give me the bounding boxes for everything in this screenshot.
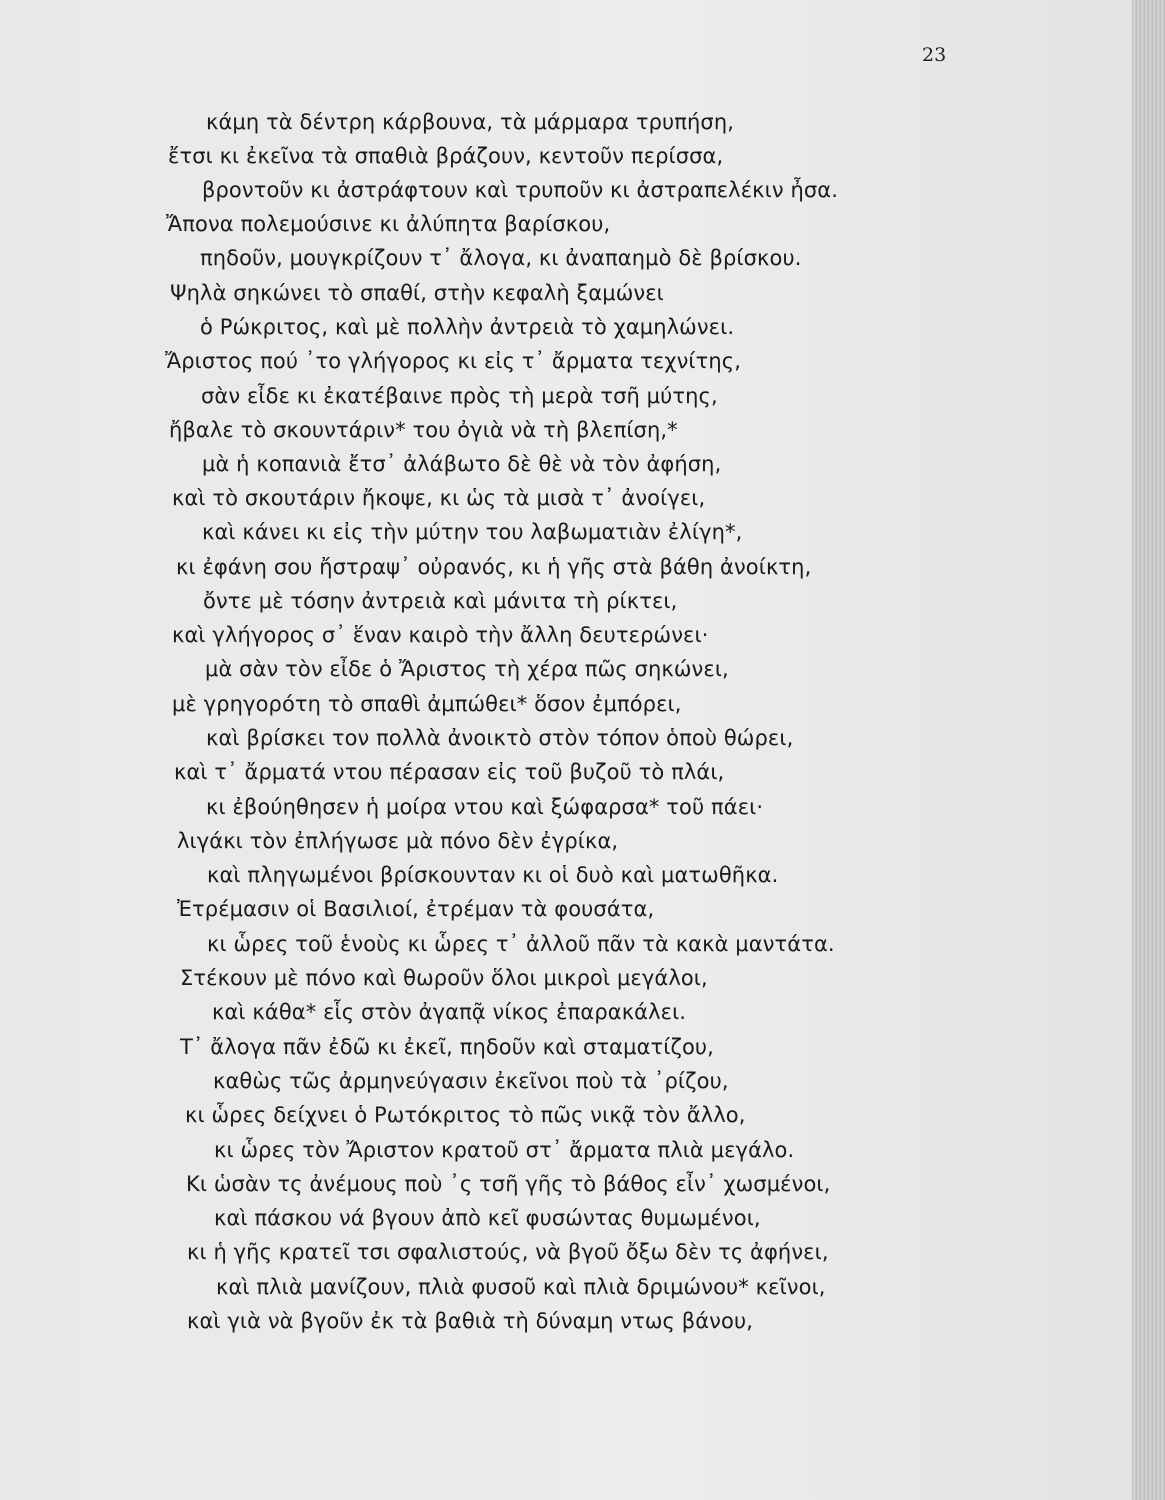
poem-line: κι ἐβούηθησεν ἡ μοίρα ντου καὶ ξώφαρσα* τοῦ πάει· xyxy=(206,795,764,819)
poem-line: λιγάκι τὸν ἐπλήγωσε μὰ πόνο δὲν ἐγρίκα, xyxy=(177,829,619,853)
poem-line: καὶ τ᾽ ἄρματά ντου πέρασαν εἰς τοῦ βυζοῦ τὸ πλάι, xyxy=(174,760,725,784)
poem-line: κάμη τὰ δέντρη κάρβουνα, τὰ μάρμαρα τρυπήση, xyxy=(206,110,735,134)
poem-line: καὶ κάθα* εἷς στὸν ἀγαπᾷ νίκος ἐπαρακάλει. xyxy=(212,1000,687,1024)
poem-line: κι ὧρες δείχνει ὁ Ρωτόκριτος τὸ πῶς νικᾷ τὸν ἄλλο, xyxy=(185,1103,746,1127)
page-number: 23 xyxy=(922,44,947,66)
poem-line: καὶ γιὰ νὰ βγοῦν ἐκ τὰ βαθιὰ τὴ δύναμη ντως βάνου, xyxy=(187,1309,753,1333)
poem-line: μὰ σὰν τὸν εἶδε ὁ Ἄριστος τὴ χέρα πῶς σηκώνει, xyxy=(205,657,729,681)
poem-line: ἤβαλε τὸ σκουντάριν* του ὀγιὰ νὰ τὴ βλεπίση,* xyxy=(169,418,678,442)
poem-line: καὶ κάνει κι εἰς τὴν μύτην του λαβωματιὰν ἐλίγη*, xyxy=(202,520,743,544)
poem-line: ὄντε μὲ τόσην ἀντρειὰ καὶ μάνιτα τὴ ρίκτει, xyxy=(203,589,678,613)
poem-line: Στέκουν μὲ πόνο καὶ θωροῦν ὅλοι μικροὶ μεγάλοι, xyxy=(180,966,708,990)
poem-line: κι ἐφάνη σου ἤστραψ᾽ οὐρανός, κι ἡ γῆς στὰ βάθη ἀνοίκτη, xyxy=(176,555,812,579)
page-edge-stack xyxy=(1132,0,1165,1500)
poem-line: σὰν εἶδε κι ἐκατέβαινε πρὸς τὴ μερὰ τσῆ μύτης, xyxy=(201,384,718,408)
poem-line: κι ὧρες τὸν Ἄριστον κρατοῦ στ᾽ ἄρματα πλιὰ μεγάλο. xyxy=(214,1138,795,1162)
poem-line: καὶ πάσκου νά βγουν ἀπὸ κεῖ φυσώντας θυμωμένοι, xyxy=(214,1206,761,1230)
poem-line: βροντοῦν κι ἀστράφτουν καὶ τρυποῦν κι ἀστραπελέκιν ἦσα. xyxy=(202,178,838,202)
poem-line: Ἄπονα πολεμούσινε κι ἀλύπητα βαρίσκου, xyxy=(166,212,611,236)
poem-line: ὁ Ρώκριτος, καὶ μὲ πολλὴν ἀντρειὰ τὸ χαμηλώνει. xyxy=(200,315,735,339)
poem-line: πηδοῦν, μουγκρίζουν τ᾽ ἄλογα, κι ἀναπαημὸ δὲ βρίσκου. xyxy=(200,246,802,270)
poem-line: καὶ πληγωμένοι βρίσκουνταν κι οἱ δυὸ καὶ ματωθῆκα. xyxy=(207,863,779,887)
poem-line: καὶ πλιὰ μανίζουν, πλιὰ φυσοῦ καὶ πλιὰ δριμώνου* κεῖνοι, xyxy=(216,1275,826,1299)
poem-line: καὶ γλήγορος σ᾽ ἕναν καιρὸ τὴν ἄλλη δευτερώνει· xyxy=(172,623,709,647)
poem-line: κι ὧρες τοῦ ἑνοὺς κι ὧρες τ᾽ ἀλλοῦ πᾶν τὰ κακὰ μαντάτα. xyxy=(207,932,835,956)
poem-line: μὲ γρηγορότη τὸ σπαθὶ ἀμπώθει* ὅσον ἐμπόρει, xyxy=(172,692,682,716)
poem-line: Ψηλὰ σηκώνει τὸ σπαθί, στὴν κεφαλὴ ξαμώνει xyxy=(170,281,664,305)
poem-line: καὶ τὸ σκουτάριν ἤκοψε, κι ὡς τὰ μισὰ τ᾽ ἀνοίγει, xyxy=(172,486,706,510)
poem-line: Ἄριστος πού ᾽το γλήγορος κι εἰς τ᾽ ἄρματα τεχνίτης, xyxy=(165,349,741,373)
poem-line: καθὼς τῶς ἀρμηνεύγασιν ἐκεῖνοι ποὺ τὰ ᾽ρίζου, xyxy=(213,1069,729,1093)
poem-line: Κι ὡσὰν τς ἀνέμους ποὺ ᾽ς τσῆ γῆς τὸ βάθος εἶν᾽ χωσμένοι, xyxy=(186,1172,831,1196)
poem-line: μὰ ἡ κοπανιὰ ἔτσ᾽ ἀλάβωτο δὲ θὲ νὰ τὸν ἀφήση, xyxy=(202,452,722,476)
poem-line: κι ἡ γῆς κρατεῖ τσι σφαλιστούς, νὰ βγοῦ ὄξω δὲν τς ἀφήνει, xyxy=(187,1240,829,1264)
poem-line: ἔτσι κι ἐκεῖνα τὰ σπαθιὰ βράζουν, κεντοῦν περίσσα, xyxy=(168,144,724,168)
poem-line: καὶ βρίσκει τον πολλὰ ἀνοικτὸ στὸν τόπον ὁποὺ θώρει, xyxy=(206,726,794,750)
poem-line: Τ᾽ ἄλογα πᾶν ἐδῶ κι ἐκεῖ, πηδοῦν καὶ σταματίζου, xyxy=(180,1035,714,1059)
poem-line: Ἐτρέμασιν οἱ Βασιλιοί, ἐτρέμαν τὰ φουσάτα, xyxy=(177,897,655,921)
